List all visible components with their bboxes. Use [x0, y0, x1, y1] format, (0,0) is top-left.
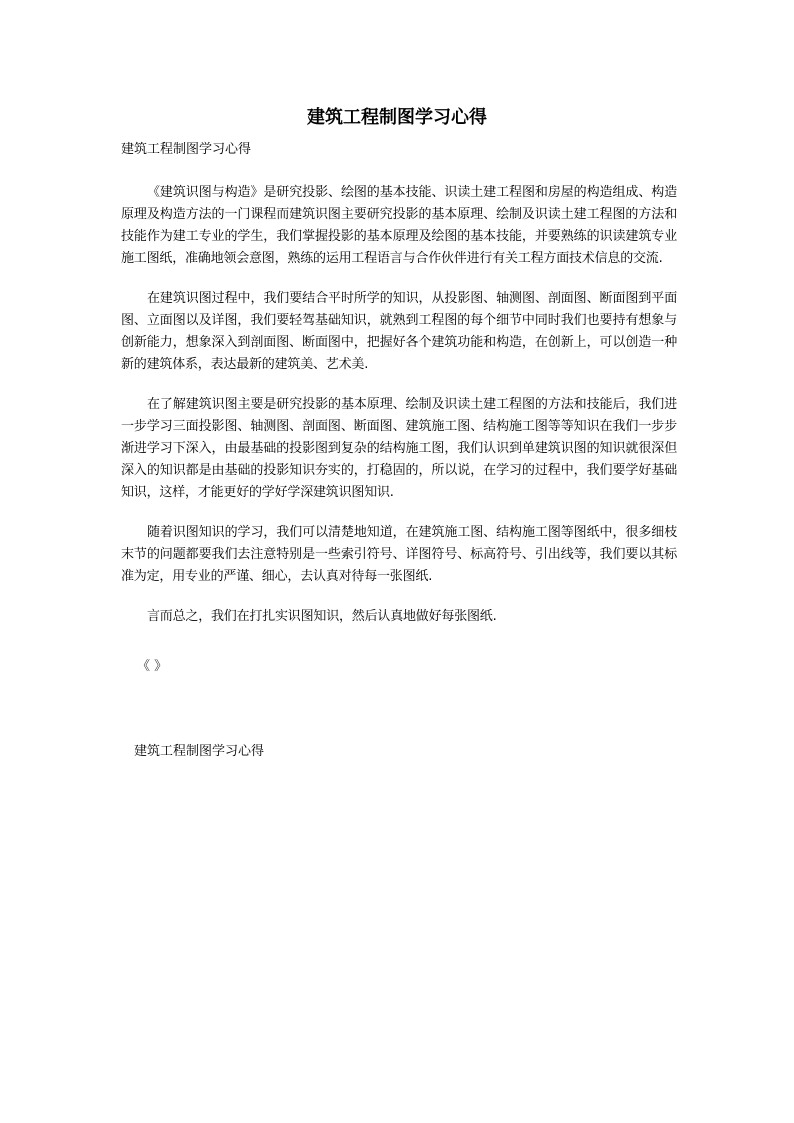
empty-brackets: 《 》	[137, 659, 168, 674]
paragraph-3: 在了解建筑识图主要是研究投影的基本原理、绘制及识读土建工程图的方法和技能后，我们进一步学习三面投影图、轴测图、剖面图、断面图、建筑施工图、结构施工图等等知识在我们一步步渐进学习下深入，由最基础的投影图到复杂的结构施工图，我们认识到单建筑识图的知识就很深但深入的知识都是由基础的投影知识夯实的，打稳固的，所以说，在学习的过程中，我们要学好基础知识，这样，才能更好的学好学深建筑识图知识.	[121, 397, 677, 500]
paragraph-2: 在建筑识图过程中，我们要结合平时所学的知识，从投影图、轴测图、剖面图、断面图到平面图、立面图以及详图，我们要轻驾基础知识，就熟到工程图的每个细节中同时我们也要持有想象与创新能力，想象深入到剖面图、断面图中，把握好各个建筑功能和构造，在创新上，可以创造一种新的建筑体系，表达最新的建筑美、艺术美.	[121, 291, 677, 372]
paragraph-1: 《建筑识图与构造》是研究投影、绘图的基本技能、识读土建工程图和房屋的构造组成、构造原理及构造方法的一门课程而建筑识图主要研究投影的基本原理、绘制及识读土建工程图的方法和技能作为建工专业的学生，我们掌握投影的基本原理及绘图的基本技能，并要熟练的识读建筑专业施工图纸，准确地领会意图，熟练的运用工程语言与合作伙伴进行有关工程方面技术信息的交流.	[121, 185, 677, 266]
footer-title: 建筑工程制图学习心得	[134, 744, 265, 759]
document-subtitle: 建筑工程制图学习心得	[121, 142, 252, 157]
document-title: 建筑工程制图学习心得	[307, 107, 487, 128]
paragraph-5: 言而总之，我们在打扎实识图知识，然后认真地做好每张图纸.	[147, 609, 497, 624]
paragraph-4: 随着识图知识的学习，我们可以清楚地知道，在建筑施工图、结构施工图等图纸中，很多细枝末节的问题都要我们去注意特别是一些索引符号、详图符号、标高符号、引出线等，我们要以其标准为定，用专业的严谨、细心，去认真对待每一张图纸.	[121, 525, 677, 584]
document-body	[121, 182, 677, 646]
